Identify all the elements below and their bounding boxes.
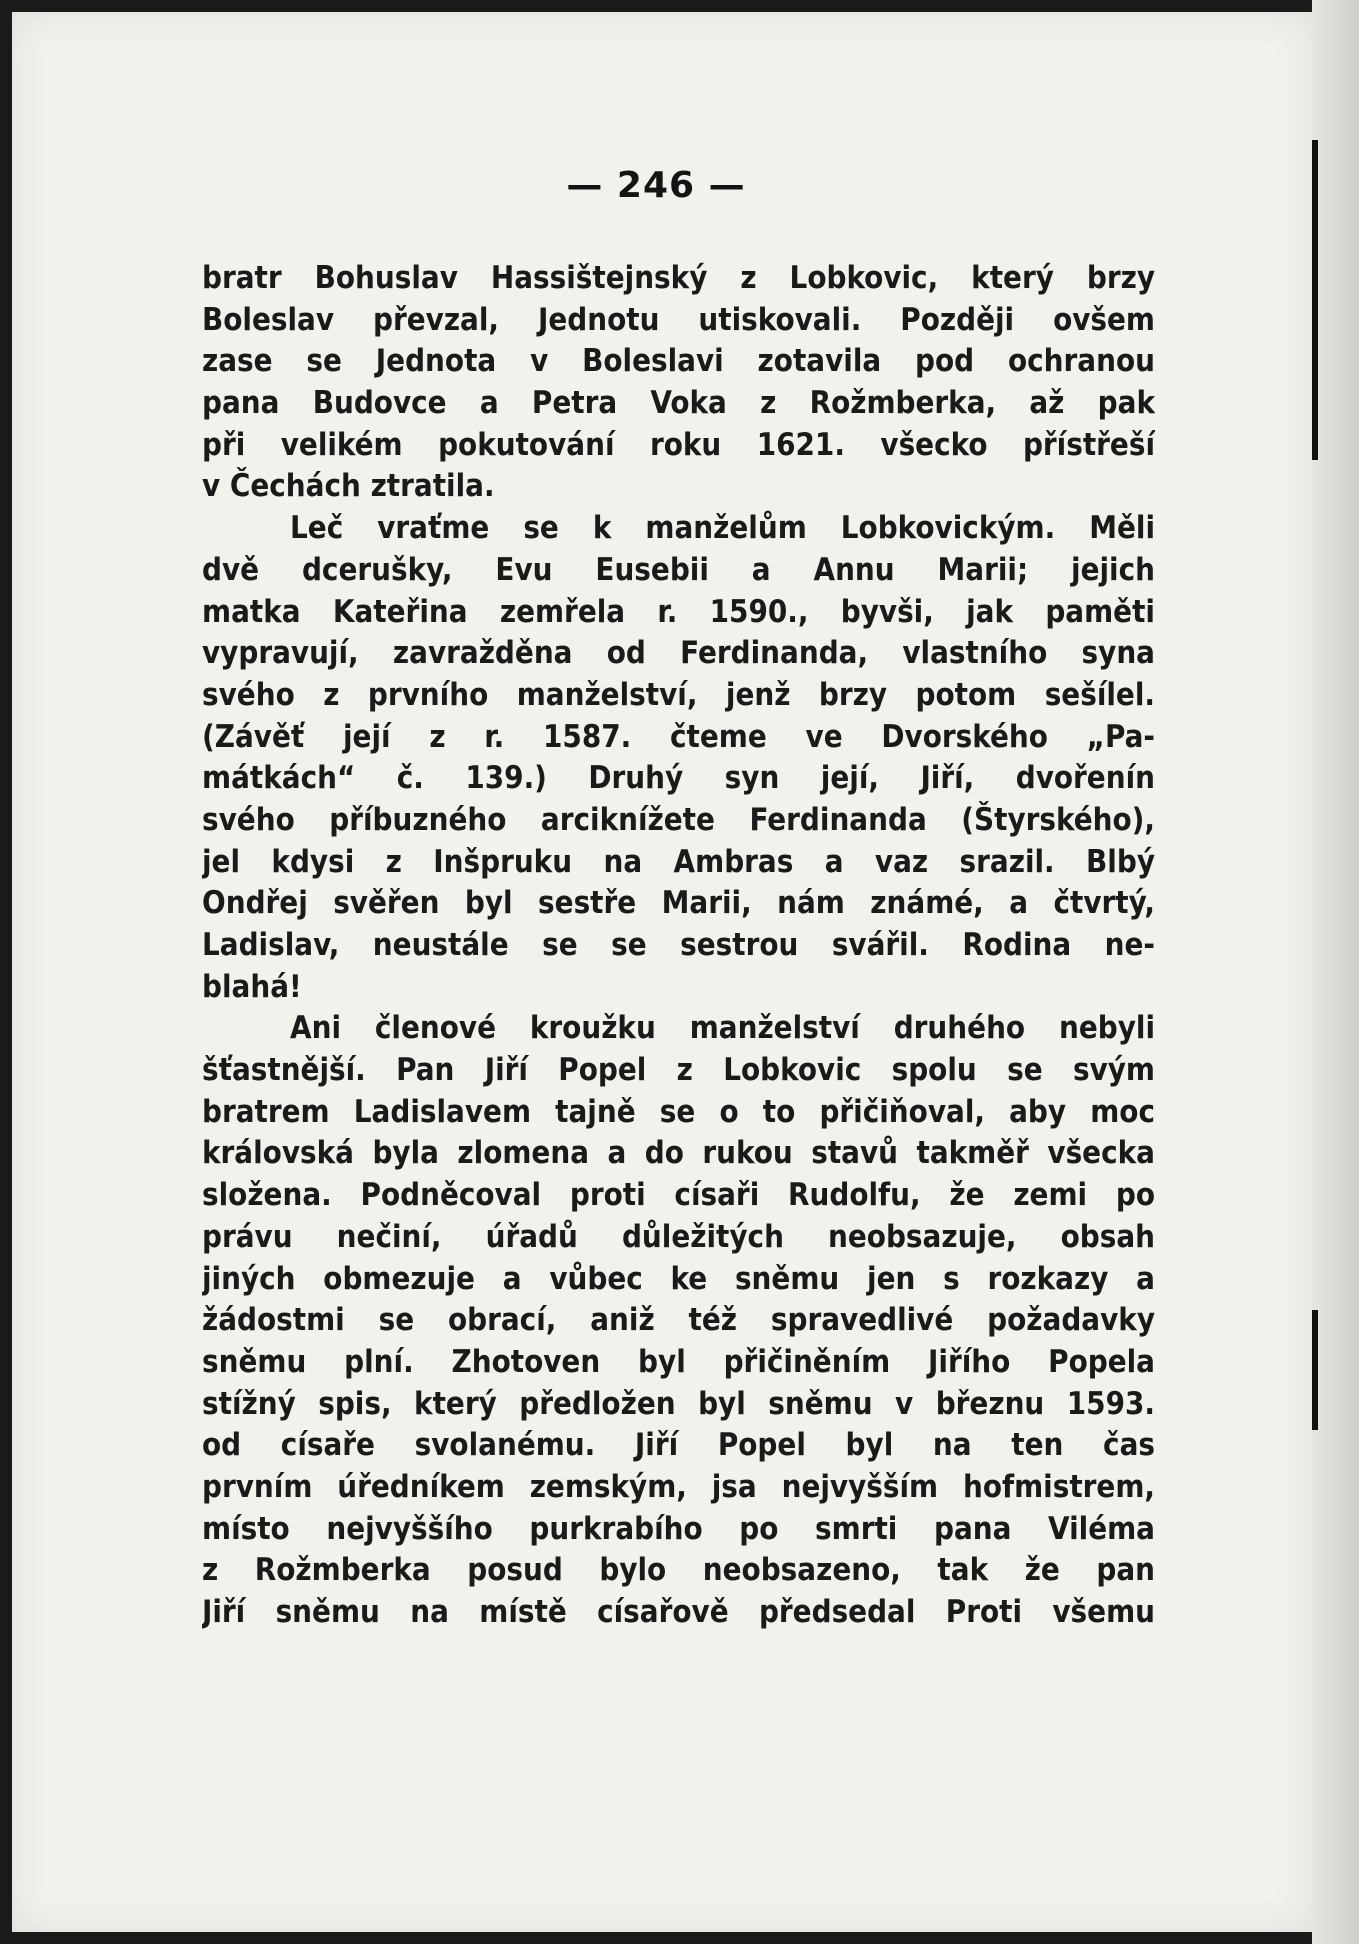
text-line: dvě dcerušky, Evu Eusebii a Annu Marii; jejich bbox=[202, 551, 1155, 588]
text-line: místo nejvyššího purkrabího po smrti pana Viléma bbox=[202, 1510, 1155, 1547]
text-line: svého z prvního manželství, jenž brzy potom sešílel. bbox=[202, 676, 1155, 713]
page-edge-shadow bbox=[1312, 140, 1318, 460]
text-line: v Čechách ztratila. bbox=[202, 468, 495, 505]
text-line: složena. Podněcoval proti císaři Rudolfu, že zemi po bbox=[202, 1177, 1155, 1214]
text-line: Boleslav převzal, Jednotu utiskovali. Později ovšem bbox=[202, 301, 1155, 338]
text-line: sněmu plní. Zhotoven byl přičiněním Jiřího Popela bbox=[202, 1343, 1155, 1380]
text-line: právu nečiní, úřadů důležitých neobsazuje, obsah bbox=[202, 1218, 1155, 1255]
body-text bbox=[202, 258, 1155, 1634]
text-line: svého příbuzného arciknížete Ferdinanda (Štyrského), bbox=[202, 801, 1155, 838]
text-line: z Rožmberka posud bylo neobsazeno, tak že pan bbox=[202, 1552, 1155, 1589]
text-line: jiných obmezuje a vůbec ke sněmu jen s rozkazy a bbox=[202, 1260, 1155, 1297]
text-line: matka Kateřina zemřela r. 1590., byvši, jak paměti bbox=[202, 593, 1155, 630]
text-line: šťastnější. Pan Jiří Popel z Lobkovic spolu se svým bbox=[202, 1052, 1155, 1089]
text-line: Ani členové kroužku manželství druhého nebyli bbox=[290, 1010, 1155, 1047]
adjacent-page-edge bbox=[1312, 0, 1359, 1944]
text-line: pana Budovce a Petra Voka z Rožmberka, až pak bbox=[202, 385, 1155, 422]
text-line: bratrem Ladislavem tajně se o to přičiňoval, aby moc bbox=[202, 1093, 1155, 1130]
text-line: bratr Bohuslav Hassištejnský z Lobkovic, který brzy bbox=[202, 260, 1155, 296]
text-line: stížný spis, který předložen byl sněmu v březnu 1593. bbox=[202, 1385, 1155, 1422]
text-line: při velikém pokutování roku 1621. všecko přístřeší bbox=[202, 426, 1155, 463]
page-number: — 246 — bbox=[566, 165, 746, 206]
text-line: Leč vraťme se k manželům Lobkovickým. Měli bbox=[290, 510, 1155, 547]
text-line: (Závěť její z r. 1587. čteme ve Dvorského „Pa- bbox=[202, 718, 1155, 755]
text-line: blahá! bbox=[202, 968, 302, 1005]
text-line: Ladislav, neustále se se sestrou svářil. Rodina ne- bbox=[202, 927, 1155, 963]
text-line: žádostmi se obrací, aniž též spravedlivé požadavky bbox=[202, 1302, 1155, 1339]
text-line: Ondřej svěřen byl sestře Marii, nám známé, a čtvrtý, bbox=[202, 885, 1155, 922]
text-line: Jiří sněmu na místě císařově předsedal Proti všemu bbox=[202, 1594, 1155, 1630]
text-line: zase se Jednota v Boleslavi zotavila pod ochranou bbox=[202, 343, 1155, 380]
text-line: vypravují, zavražděna od Ferdinanda, vlastního syna bbox=[202, 635, 1155, 672]
text-line: jel kdysi z Inšpruku na Ambras a vaz srazil. Blbý bbox=[202, 843, 1155, 880]
text-line: od císaře svolanému. Jiří Popel byl na ten čas bbox=[202, 1427, 1155, 1464]
text-line: mátkách“ č. 139.) Druhý syn její, Jiří, dvořenín bbox=[202, 760, 1155, 797]
text-line: prvním úředníkem zemským, jsa nejvyšším hofmistrem, bbox=[202, 1468, 1155, 1505]
page-edge-shadow bbox=[1312, 1310, 1318, 1430]
text-line: královská byla zlomena a do rukou stavů takměř všecka bbox=[202, 1135, 1155, 1172]
